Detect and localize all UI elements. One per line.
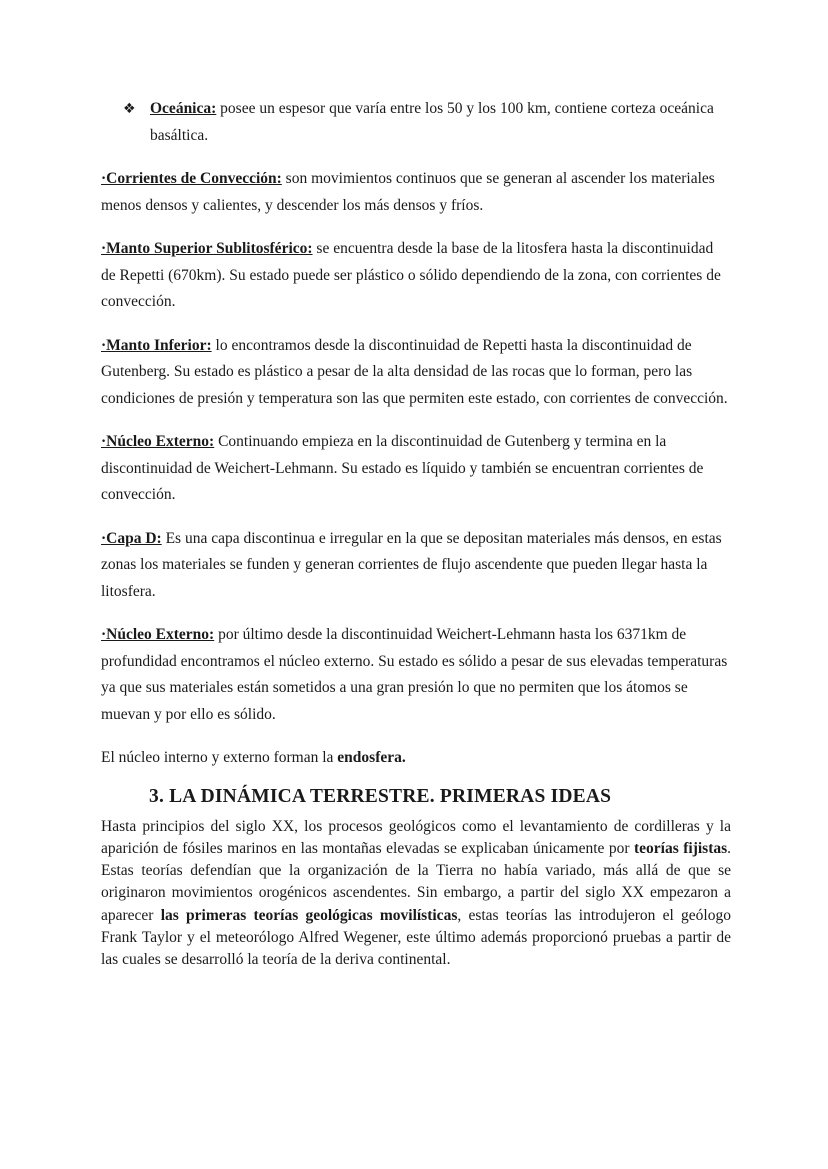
paragraph-corrientes [101,166,731,219]
section-heading: 3. LA DINÁMICA TERRESTRE. PRIMERAS IDEAS [149,785,612,807]
paragraph-text: Continuando empieza en la discontinuidad de Gutenberg y termina en la discontinuidad de Weichert-Lehmann. Su estado es líquido y también se encuentran corrientes de convección. [101,433,704,503]
paragraph-manto-inferior [101,333,731,413]
paragraph-text: por último desde la discontinuidad Weichert-Lehmann hasta los 6371km de profundidad encontramos el núcleo externo. Su estado es sólido a pesar de sus elevadas temperaturas ya que sus materiales están sometidos a una gran presión lo que no permiten que los átomos se muevan y por ello es sólido. [101,626,728,723]
term-nucleo-externo: ·Núcleo Externo: [101,433,215,450]
section-bold-movilisticas: las primeras teorías geológicas movilísticas [160,906,458,924]
term-oceanica: Oceánica: [150,100,217,117]
section-paragraph [101,816,731,972]
term-manto-superior: ·Manto Superior Sublitosférico: [101,240,313,257]
paragraph-capa-d [101,526,731,606]
term-nucleo-interno: ·Núcleo Externo: [101,626,215,643]
term-manto-inferior: ·Manto Inferior: [101,336,212,354]
paragraph-text: Es una capa discontinua e irregular en la que se depositan materiales más densos, en estas zonas los materiales se funden y generan corrientes de flujo ascendente que pueden llegar hasta la litosfera. [101,529,722,600]
endosfera-text: El núcleo interno y externo forman la [101,749,338,766]
diamond-bullet-icon: ❖ [123,101,136,117]
term-capa-d: ·Capa D: [101,529,162,547]
bullet-text: posee un espesor que varía entre los 50 y los 100 km, contiene corteza oceánica basáltica. [150,100,714,144]
paragraph-nucleo-externo [101,429,731,509]
document-page [101,96,731,972]
paragraph-nucleo-interno [101,622,731,728]
section-text-1: Hasta principios del siglo XX, los procesos geológicos como el levantamiento de cordilleras y la aparición de fósiles marinos en las montañas elevadas se explicaban únicamente por [101,817,731,857]
term-corrientes: ·Corrientes de Convección: [101,170,282,187]
paragraph-endosfera [101,745,731,772]
endosfera-bold: endosfera. [337,749,406,766]
section-bold-fijistas: teorías fijistas [634,839,728,857]
bullet-oceanica [101,96,731,149]
paragraph-text: son movimientos continuos que se generan al ascender los materiales menos densos y calientes, y descender los más densos y fríos. [101,170,715,214]
paragraph-manto-superior [101,236,731,316]
section-text-2: . Estas teorías defendían que la organización de la Tierra no había variado, más allá de que se originaron movimientos orogénicos ascendentes. Sin embargo, a partir del siglo XX empezaron a aparecer [101,839,732,924]
paragraph-text: se encuentra desde la base de la litosfera hasta la discontinuidad de Repetti (670km). Su estado puede ser plástico o sólido dependiendo de la zona, con corrientes de convección. [101,240,721,310]
section-text-3: , estas teorías las introdujeron el geólogo Frank Taylor y el meteorólogo Alfred Wegener, este último además proporcionó pruebas a partir de las cuales se desarrolló la teoría de la deriva continental. [101,906,731,969]
paragraph-text: lo encontramos desde la discontinuidad de Repetti hasta la discontinuidad de Gutenberg. Su estado es plástico a pesar de la alta densidad de las rocas que lo forman, pero las condiciones de presión y temperatura son las que permiten este estado, con corrientes de convección. [101,336,728,407]
